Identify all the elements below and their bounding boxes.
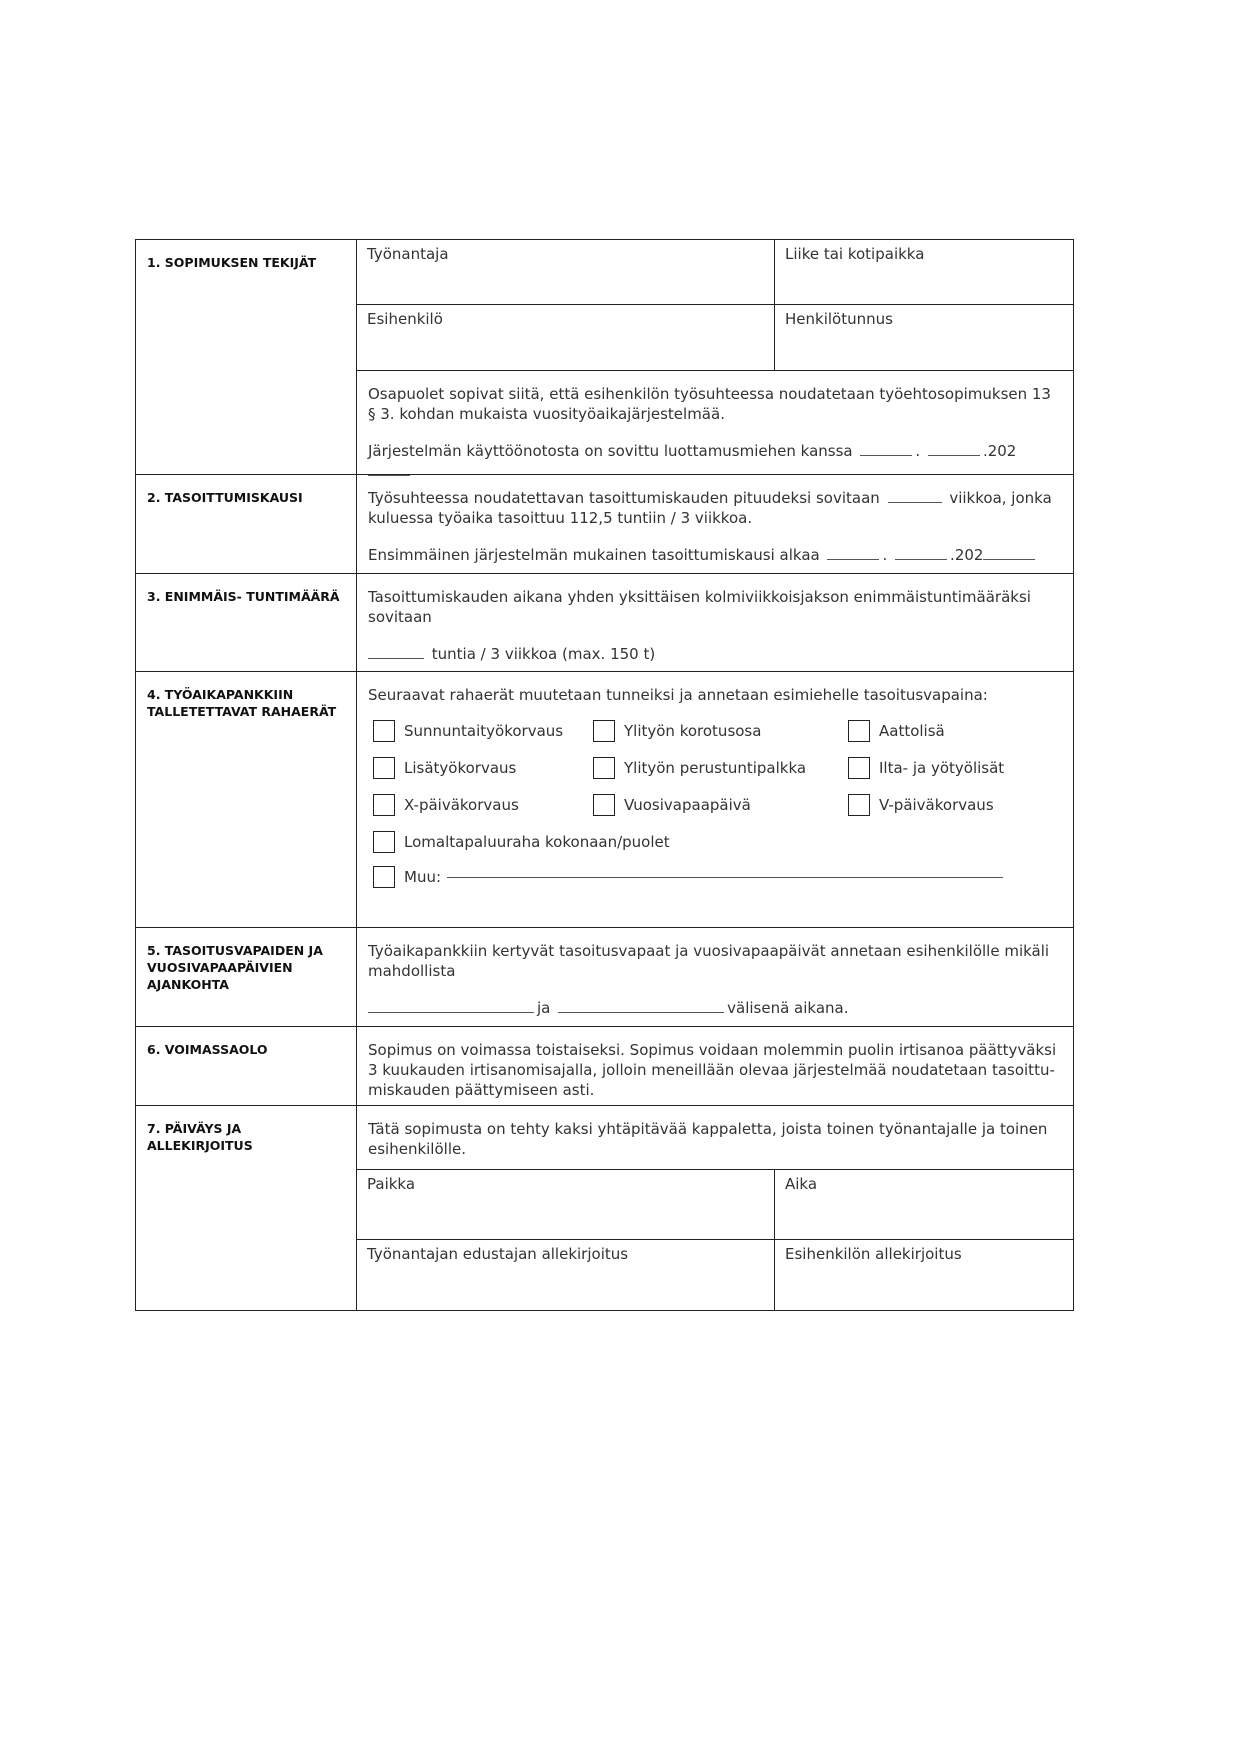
checkbox-option[interactable]: Aattolisä <box>848 720 1048 742</box>
checkbox-box[interactable] <box>848 757 870 779</box>
section-1 <box>136 240 1073 475</box>
place-field[interactable]: Paikka <box>357 1170 775 1239</box>
section-1-label: 1. SOPIMUKSEN TEKIJÄT <box>136 240 357 474</box>
checkbox-holiday[interactable]: Lomaltapaluuraha kokonaan/puolet <box>357 816 1073 853</box>
checkbox-option[interactable]: V-päiväkorvaus <box>848 794 1048 816</box>
checkbox-option[interactable]: Ylityön perustuntipalkka <box>593 757 848 779</box>
section-3-text: Tasoittumiskauden aikana yhden yksittäisen kolmiviikkoisjakson enimmäistuntimääräksi sovitaan <box>368 588 1031 626</box>
checkbox-option[interactable]: Lisätyökorvaus <box>373 757 593 779</box>
section-6-label: 6. VOIMASSAOLO <box>136 1027 357 1105</box>
date-day-blank[interactable] <box>860 454 912 456</box>
checkbox-other[interactable]: Muu: <box>357 853 1073 888</box>
time-field[interactable]: Aika <box>785 1175 818 1193</box>
section-6-text: Sopimus on voimassa toistaiseksi. Sopimus voidaan molemmin puolin irtisanoa päättyväksi 3 kuukauden irtisanomisajalla, jolloin meneillään olevaa järjestelmää noudatetaan tasoittu-miskauden päättymiseen asti. <box>368 1041 1057 1099</box>
employer-field[interactable]: Työnantaja <box>357 240 775 304</box>
section-2-first-line: Ensimmäinen järjestelmän mukainen tasoittumiskausi alkaa . .202 <box>368 545 1059 565</box>
checkbox-option[interactable]: Ylityön korotusosa <box>593 720 848 742</box>
checkbox-box[interactable] <box>373 720 395 742</box>
section-5-text: Työaikapankkiin kertyvät tasoitusvapaat ja vuosivapaapäivät annetaan esihenkilölle mikäli mahdollista <box>368 942 1050 980</box>
other-blank[interactable] <box>447 876 1003 878</box>
section-1-text: Osapuolet sopivat siitä, että esihenkilön työsuhteessa noudatetaan työehtosopimuksen 13 § 3. kohdan mukaista vuosityöaikajärjestelmää. <box>368 385 1051 423</box>
checkbox-grid <box>357 705 1073 816</box>
period-start-blank[interactable] <box>368 1011 534 1013</box>
section-1-agreed-line: Järjestelmän käyttöönotosta on sovittu luottamusmiehen kanssa . .202 <box>368 441 1059 481</box>
section-7 <box>136 1106 1073 1310</box>
checkbox-option[interactable]: X-päiväkorvaus <box>373 794 593 816</box>
section-7-text: Tätä sopimusta on tehty kaksi yhtäpitävää kappaletta, joista toinen työnantajalle ja toinen esihenkilölle. <box>368 1120 1048 1158</box>
section-4-label: 4. TYÖAIKAPANKKIIN TALLETETTAVAT RAHAERÄT <box>136 672 357 927</box>
period-end-blank[interactable] <box>558 1011 724 1013</box>
checkbox-box[interactable] <box>373 794 395 816</box>
weeks-blank[interactable] <box>888 501 942 503</box>
section-3-label: 3. ENIMMÄIS- TUNTIMÄÄRÄ <box>136 574 357 671</box>
checkbox-box[interactable] <box>373 866 395 888</box>
agreement-form <box>135 239 1074 1311</box>
checkbox-option[interactable]: Ilta- ja yötyölisät <box>848 757 1048 779</box>
id-number-field[interactable]: Henkilötunnus <box>785 310 893 328</box>
checkbox-box[interactable] <box>593 794 615 816</box>
section-5-label: 5. TASOITUSVAPAIDEN JA VUOSIVAPAAPÄIVIEN AJANKOHTA <box>136 928 357 1026</box>
checkbox-box[interactable] <box>373 757 395 779</box>
max-hours-blank[interactable] <box>368 657 424 659</box>
section-6 <box>136 1027 1073 1106</box>
start-day-blank[interactable] <box>827 558 879 560</box>
employer-signature-field[interactable]: Työnantajan edustajan allekirjoitus <box>357 1240 775 1310</box>
section-2-text: Työsuhteessa noudatettavan tasoittumiskauden pituudeksi sovitaan viikkoa, jonka kuluessa työaika tasoittuu 112,5 tuntiin / 3 viikkoa. <box>368 489 1052 527</box>
start-month-blank[interactable] <box>895 558 947 560</box>
section-7-label: 7. PÄIVÄYS JA ALLEKIRJOITUS <box>136 1106 357 1310</box>
date-month-blank[interactable] <box>928 454 980 456</box>
supervisor-signature-field[interactable]: Esihenkilön allekirjoitus <box>785 1245 962 1263</box>
hours-text: tuntia / 3 viikkoa (max. 150 t) <box>431 645 656 663</box>
section-3 <box>136 574 1073 672</box>
location-field[interactable]: Liike tai kotipaikka <box>785 245 925 263</box>
checkbox-box[interactable] <box>848 720 870 742</box>
checkbox-box[interactable] <box>373 831 395 853</box>
section-5: 5. TASOITUSVAPAIDEN JA VUOSIVAPAAPÄIVIEN AJANKOHTA Työaikapankkiin kertyvät tasoitusvapaat ja vuosivapaapäivät annetaan esihenkilölle mikäli mahdollista ja välisenä aikana. <box>136 928 1073 1027</box>
checkbox-box[interactable] <box>593 757 615 779</box>
section-2 <box>136 475 1073 574</box>
section-2-label: 2. TASOITTUMISKAUSI <box>136 475 357 573</box>
section-4 <box>136 672 1073 928</box>
section-4-intro: Seuraavat rahaerät muutetaan tunneiksi ja annetaan esimiehelle tasoitusvapaina: <box>368 686 988 704</box>
checkbox-option[interactable]: Vuosivapaapäivä <box>593 794 848 816</box>
supervisor-field[interactable]: Esihenkilö <box>357 305 775 370</box>
checkbox-box[interactable] <box>848 794 870 816</box>
checkbox-box[interactable] <box>593 720 615 742</box>
start-year-blank[interactable] <box>983 558 1035 560</box>
checkbox-option[interactable]: Sunnuntaityökorvaus <box>373 720 593 742</box>
